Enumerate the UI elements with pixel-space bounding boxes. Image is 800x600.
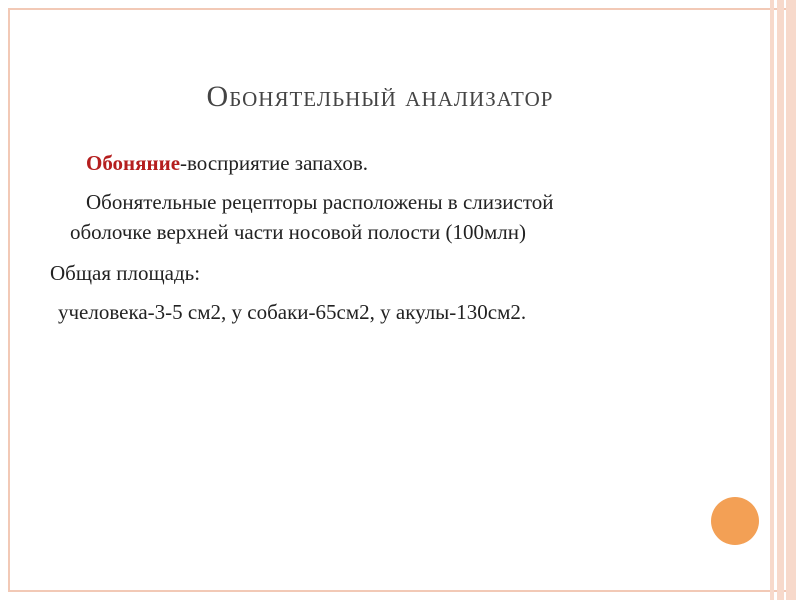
frame-bottom	[8, 590, 792, 592]
receptors-text-line-2: оболочке верхней части носовой полости (100млн)	[70, 220, 526, 244]
slide-title	[0, 80, 760, 114]
paragraph-definition	[86, 148, 368, 178]
term-obonyanie: Обоняние	[86, 151, 181, 175]
paragraph-receptors-line-1	[86, 187, 554, 217]
definition-rest: -восприятие запахов.	[180, 151, 369, 175]
paragraph-area-label	[50, 258, 200, 288]
paragraph-receptors-line-2	[70, 217, 526, 247]
paragraph-area-values	[58, 297, 526, 327]
right-stripe-2	[777, 0, 784, 600]
receptors-text-line-1: Обонятельные рецепторы расположены в слизистой	[86, 190, 554, 214]
slide-title-text: Обонятельный анализатор	[206, 80, 554, 113]
area-values-text: учеловека-3-5 см2, у собаки-65см2, у акулы-130см2.	[58, 300, 527, 324]
right-stripe-1	[770, 0, 774, 600]
orange-circle-decoration	[711, 497, 759, 545]
area-label-text: Общая площадь:	[50, 261, 201, 285]
frame-top	[8, 8, 792, 10]
right-stripe-3	[786, 0, 796, 600]
